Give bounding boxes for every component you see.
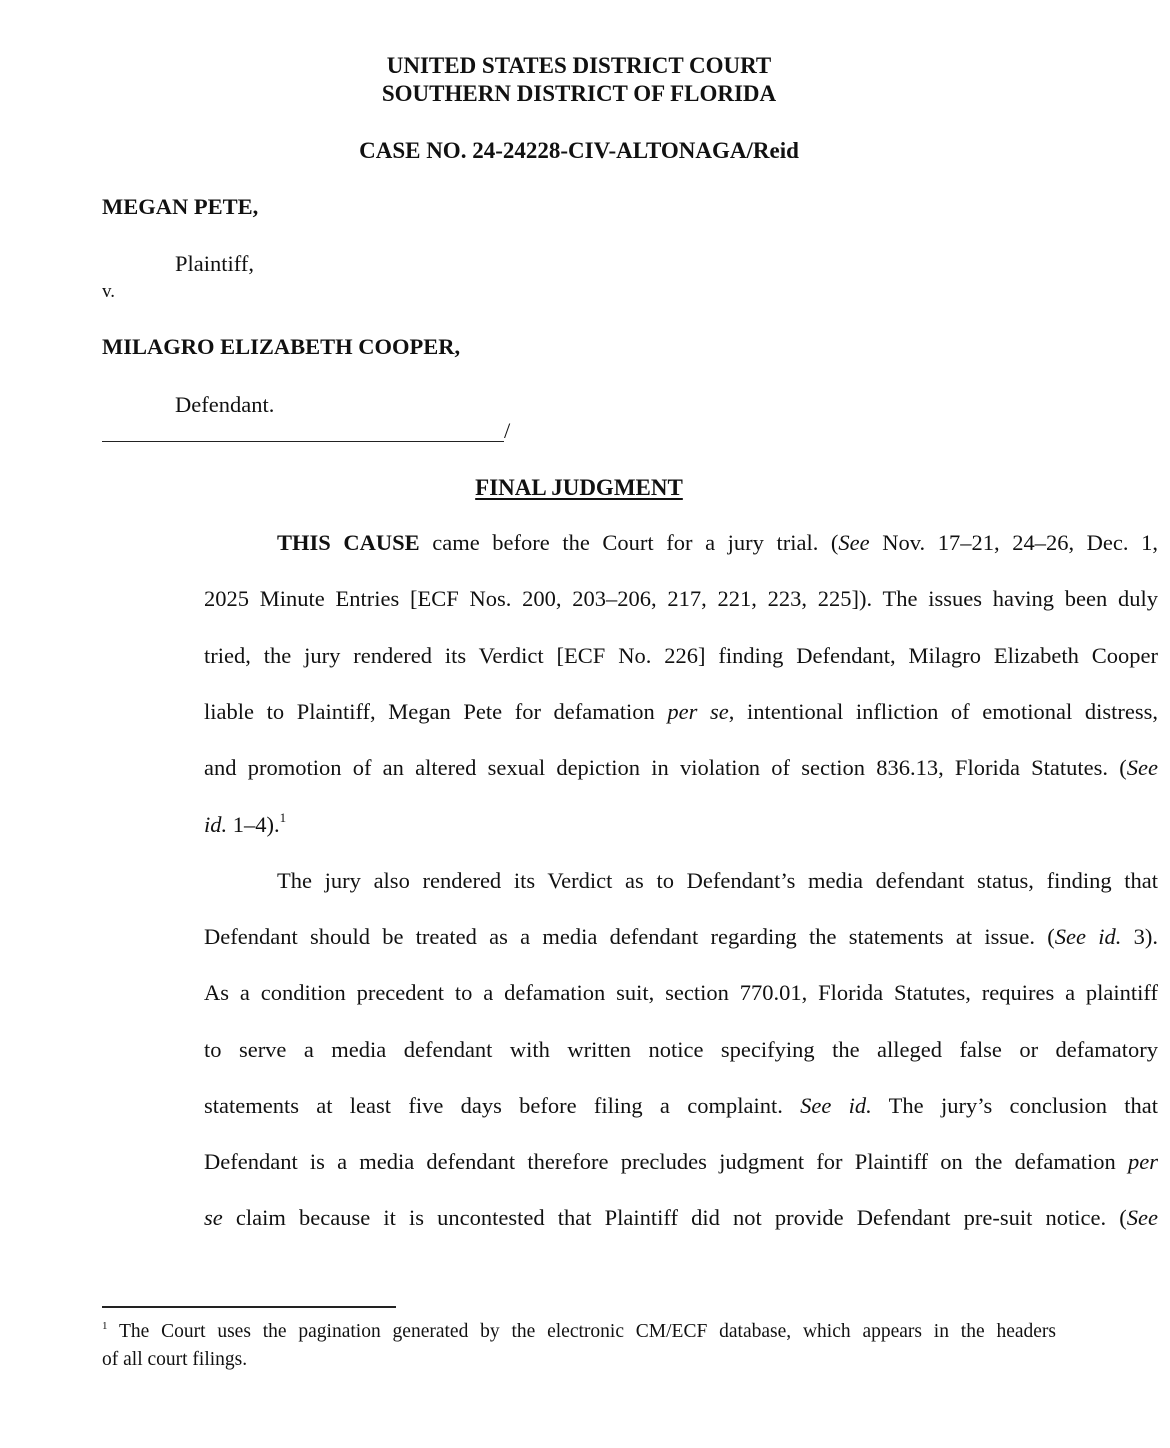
text-run: 3). [1121, 924, 1159, 949]
paragraph-2-line-4: to serve a media defendant with written notice specifying the alleged false or defamatory [204, 1037, 1158, 1062]
case-number: CASE NO. 24-24228-CIV-ALTONAGA/Reid [359, 138, 799, 163]
citation-signal: See id. [1054, 924, 1122, 949]
citation-id: id. [204, 812, 228, 837]
text-run: The jury’s conclusion that [871, 1093, 1159, 1118]
italic-term: per se [667, 699, 729, 724]
paragraph-2-line-2 [204, 924, 1158, 954]
footnote-separator [102, 1306, 396, 1308]
paragraph-2-line-5 [204, 1093, 1158, 1123]
paragraph-2-line-7 [204, 1205, 1158, 1235]
text-run: Defendant is a media defendant therefore precludes judgment for Plaintiff on the defamation [204, 1149, 1128, 1174]
paragraph-2-line-3: As a condition precedent to a defamation suit, section 770.01, Florida Statutes, requires a plaintiff [204, 980, 1158, 1005]
defendant-role: Defendant. [175, 392, 275, 417]
paragraph-1-line-5 [204, 755, 1158, 785]
defendant-name: MILAGRO ELIZABETH COOPER, [102, 334, 461, 359]
court-district: SOUTHERN DISTRICT OF FLORIDA [381, 81, 777, 106]
this-cause: THIS CAUSE [277, 530, 420, 555]
court-name: UNITED STATES DISTRICT COURT [386, 53, 772, 78]
citation-signal: See [838, 530, 870, 555]
text-run: Defendant should be treated as a media defendant regarding the statements at issue. ( [204, 924, 1055, 949]
footnote-number: 1 [102, 1320, 108, 1332]
paragraph-2-line-6 [204, 1149, 1158, 1179]
citation-signal: See [1126, 1205, 1158, 1230]
citation-signal: See [1126, 755, 1158, 780]
footnote-line-1 [102, 1321, 1056, 1343]
italic-term: se [204, 1205, 223, 1230]
text-run: and promotion of an altered sexual depiction in violation of section 836.13, Florida Statutes. ( [204, 755, 1127, 780]
paragraph-1-line-4 [204, 699, 1158, 729]
text-run: 1–4). [227, 812, 280, 837]
paragraph-1-line-2: 2025 Minute Entries [ECF Nos. 200, 203–206, 217, 221, 223, 225]). The issues having been duly [204, 586, 1158, 611]
versus: v. [102, 281, 116, 302]
text-run: , intentional infliction of emotional distress, [728, 699, 1158, 724]
citation-signal: See id. [800, 1093, 872, 1118]
text-run: liable to Plaintiff, Megan Pete for defamation [204, 699, 668, 724]
text-run: statements at least five days before filing a complaint. [204, 1093, 801, 1118]
plaintiff-role: Plaintiff, [175, 251, 254, 276]
caption-rule-slash: / [504, 418, 511, 443]
footnote-marker: 1 [279, 810, 287, 825]
paragraph-1-line-3: tried, the jury rendered its Verdict [ECF No. 226] finding Defendant, Milagro Elizabeth Cooper [204, 643, 1158, 668]
paragraph-1-line-6 [204, 812, 1158, 842]
caption-rule [102, 441, 504, 442]
italic-term: per [1128, 1149, 1158, 1174]
text-run: came before the Court for a jury trial. ( [419, 530, 839, 555]
text-run: claim because it is uncontested that Plaintiff did not provide Defendant pre-suit notice. ( [222, 1205, 1127, 1230]
footnote-line-2: of all court filings. [102, 1349, 248, 1370]
text-run: Nov. 17–21, 24–26, Dec. 1, [869, 530, 1158, 555]
paragraph-2-line-1: The jury also rendered its Verdict as to Defendant’s media defendant status, finding that [277, 868, 1158, 893]
footnote-text: The Court uses the pagination generated by the electronic CM/ECF database, which appears in the headers [107, 1321, 1056, 1342]
document-title: FINAL JUDGMENT [475, 475, 683, 500]
plaintiff-name: MEGAN PETE, [102, 194, 259, 219]
paragraph-1-line-1 [204, 530, 1158, 560]
